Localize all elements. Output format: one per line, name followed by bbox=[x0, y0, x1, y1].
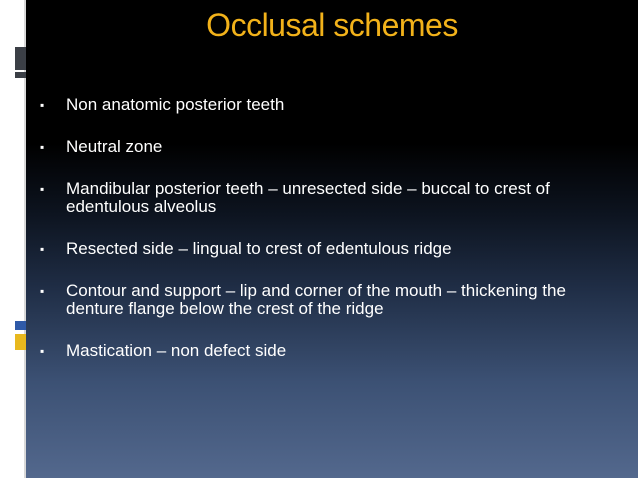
square-bullet-icon: ▪ bbox=[40, 98, 45, 112]
bullet-item bbox=[40, 138, 610, 156]
bullet-text: Resected side – lingual to crest of edentulous ridge bbox=[66, 239, 452, 258]
decor-block-dark bbox=[15, 47, 26, 70]
square-bullet-icon: ▪ bbox=[40, 284, 45, 298]
bullet-text: Mandibular posterior teeth – unresected side – buccal to crest of edentulous alveolus bbox=[66, 179, 550, 216]
bullet-item bbox=[40, 240, 610, 258]
bullet-item bbox=[40, 282, 610, 318]
bullet-item bbox=[40, 342, 610, 360]
decor-block-blue bbox=[15, 321, 26, 330]
square-bullet-icon: ▪ bbox=[40, 140, 45, 154]
bullet-text: Contour and support – lip and corner of the mouth – thickening the denture flange below the crest of the ridge bbox=[66, 281, 566, 318]
slide-title: Occlusal schemes bbox=[206, 7, 458, 43]
bullet-list bbox=[40, 96, 610, 384]
square-bullet-icon: ▪ bbox=[40, 344, 45, 358]
bullet-item bbox=[40, 96, 610, 114]
bullet-text: Neutral zone bbox=[66, 137, 163, 156]
square-bullet-icon: ▪ bbox=[40, 182, 45, 196]
square-bullet-icon: ▪ bbox=[40, 242, 45, 256]
decor-block-gold bbox=[15, 334, 26, 350]
bullet-text: Non anatomic posterior teeth bbox=[66, 95, 285, 114]
decor-block-dark-small bbox=[15, 72, 26, 78]
bullet-item bbox=[40, 180, 610, 216]
bullet-text: Mastication – non defect side bbox=[66, 341, 287, 360]
